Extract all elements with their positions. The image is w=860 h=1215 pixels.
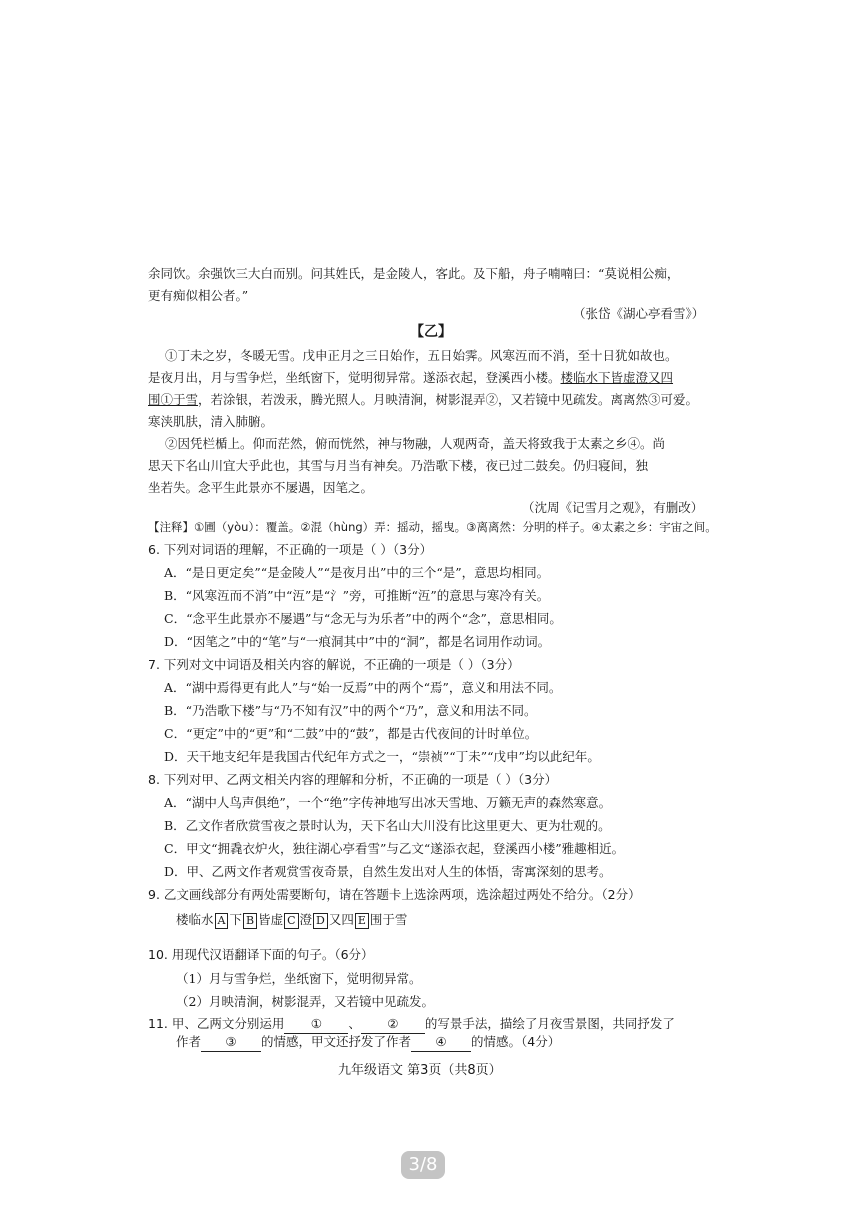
text-line: ②因凭栏楯上。仰而茫然，俯而恍然，神与物融，人观两奇，盖天将致我于太素之乡④。尚 (165, 436, 666, 451)
text-line: ①丁未之岁，冬暖无雪。戊申正月之三日始作，五日始霁。风寒沍而不消，至十日犹如故也。 (165, 348, 678, 363)
question-option: C．“更定”中的“更”和“二鼓”中的“鼓”，都是古代夜间的计时单位。 (164, 726, 538, 741)
question-option: A．“湖中人鸟声俱绝”，一个“绝”字传神地写出冰天雪地、万籁无声的森然寒意。 (164, 795, 612, 810)
sentence-part: 皆虚 (258, 912, 284, 927)
question-option: B．“乃浩歌下楼”与“乃不知有汉”中的两个“乃”，意义和用法不同。 (164, 703, 537, 718)
underlined-segment: 围①于雪 (148, 392, 199, 407)
sentence-part: 下 (229, 912, 242, 927)
question-option: D．天干地支纪年是我国古代纪年方式之一，“崇祯”“丁未”“戊申”均以此纪年。 (164, 749, 600, 764)
text-line: 思天下名山川宜大乎此也，其雪与月当有神矣。乃浩歌下楼，夜已过二鼓矣。仍归寝间，独 (148, 458, 649, 473)
question-option: B．“风寒沍而不消”中“沍”是“氵”旁，可推断“沍”的意思与寒冷有关。 (164, 588, 550, 603)
question-option: C．“念平生此景亦不屡遇”与“念无与为乐者”中的两个“念”，意思相同。 (164, 611, 562, 626)
sentence-break-options (176, 911, 407, 929)
source-citation: （张岱《湖心亭看雪》） (573, 306, 705, 321)
break-option-box: D (313, 913, 328, 929)
text-segment: 作者 (176, 1034, 202, 1049)
text-segment: 的情感。（4分） (471, 1034, 561, 1049)
break-option-box: B (243, 913, 257, 929)
sentence-part: 澄 (299, 912, 313, 927)
break-option-box: C (284, 913, 298, 929)
sentence-part: 围于雪 (369, 912, 408, 927)
fill-blank: ④ (411, 1033, 471, 1052)
question-stem: 7. 下列对文中词语及相关内容的解说，不正确的一项是（ ）（3分） (148, 657, 520, 672)
text-segment: 的情感，甲文还抒发了作者 (261, 1034, 412, 1049)
question-option: B．乙文作者欣赏雪夜之景时认为，天下名山大川没有比这里更大、更为壮观的。 (164, 818, 611, 833)
underlined-segment: 楼临水下皆虚澄又四 (560, 370, 674, 385)
page-indicator[interactable]: 3/8 (401, 1151, 445, 1179)
text-segment: 11. 甲、乙两文分别运用 (148, 1016, 285, 1031)
question-stem: 8. 下列对甲、乙两文相关内容的理解和分析，不正确的一项是（ ）（3分） (148, 772, 558, 787)
text-line: 更有痴似相公者。” (148, 288, 249, 303)
translation-item: （2）月映清涧，树影混弄，又若镜中见疏发。 (176, 994, 434, 1009)
question-option: D．甲、乙两文作者观赏雪夜奇景，自然生发出对人生的体悟，寄寓深刻的思考。 (164, 864, 612, 879)
question-stem (148, 1015, 675, 1034)
question-stem-cont (176, 1033, 560, 1052)
break-option-box: A (215, 913, 229, 929)
text-line: 寒浃肌肤，清入肺腑。 (148, 414, 274, 429)
text-line (148, 369, 673, 387)
section-title-yi: 【乙】 (410, 324, 452, 340)
translation-item: （1）月与雪争烂，坐纸窗下，觉明彻异常。 (176, 971, 422, 986)
question-stem: 6. 下列对词语的理解，不正确的一项是（ ）（3分） (148, 542, 433, 557)
fill-blank: ② (361, 1015, 425, 1034)
question-option: A．“是日更定矣”“是金陵人”“是夜月出”中的三个“是”，意思均相同。 (164, 565, 550, 580)
source-citation: （沈周《记雪月之观》，有删改） (522, 500, 704, 515)
text-segment: 、 (348, 1016, 361, 1031)
question-option: D．“因笔之”中的“笔”与“一痕洞其中”中的“洞”，都是名词用作动词。 (164, 634, 551, 649)
text-line (148, 391, 698, 409)
text-line: 余同饮。余强饮三大白而别。问其姓氏，是金陵人，客此。及下船，舟子喃喃曰：“莫说相公痴， (148, 266, 680, 281)
annotation-notes: 【注释】①圃（yòu）：覆盖。②混（hùng）弄：摇动，摇曳。③离离然：分明的样子。④太素之乡：宇宙之间。 (148, 520, 717, 534)
question-stem: 10. 用现代汉语翻译下面的句子。（6分） (148, 947, 374, 962)
sentence-part: 又四 (328, 912, 354, 927)
text-segment: ，若涂银，若泼汞，腾光照人。月映清涧，树影混弄②，又若镜中见疏发。离离然③可爱。 (198, 392, 699, 407)
text-segment: 的写景手法，描绘了月夜雪景图，共同抒发了 (424, 1016, 675, 1031)
fill-blank: ① (284, 1015, 348, 1034)
break-option-box: E (355, 913, 369, 929)
text-line: 坐若失。念平生此景亦不屡遇，因笔之。 (148, 480, 374, 495)
question-stem: 9. 乙文画线部分有两处需要断句，请在答题卡上选涂两项，选涂超过两处不给分。（2分） (148, 887, 641, 902)
sentence-part: 楼临水 (176, 912, 214, 927)
question-option: A．“湖中焉得更有此人”与“始一反焉”中的两个“焉”，意义和用法不同。 (164, 680, 562, 695)
question-option: C．甲文“拥毳衣炉火，独往湖心亭看雪”与乙文“遂添衣起，登溪西小楼”雅趣相近。 (164, 841, 625, 856)
fill-blank: ③ (201, 1033, 261, 1052)
text-segment: 是夜月出，月与雪争烂，坐纸窗下，觉明彻异常。遂添衣起，登溪西小楼。 (148, 370, 561, 385)
page-footer: 九年级语文 第3页（共8页） (338, 1063, 502, 1078)
